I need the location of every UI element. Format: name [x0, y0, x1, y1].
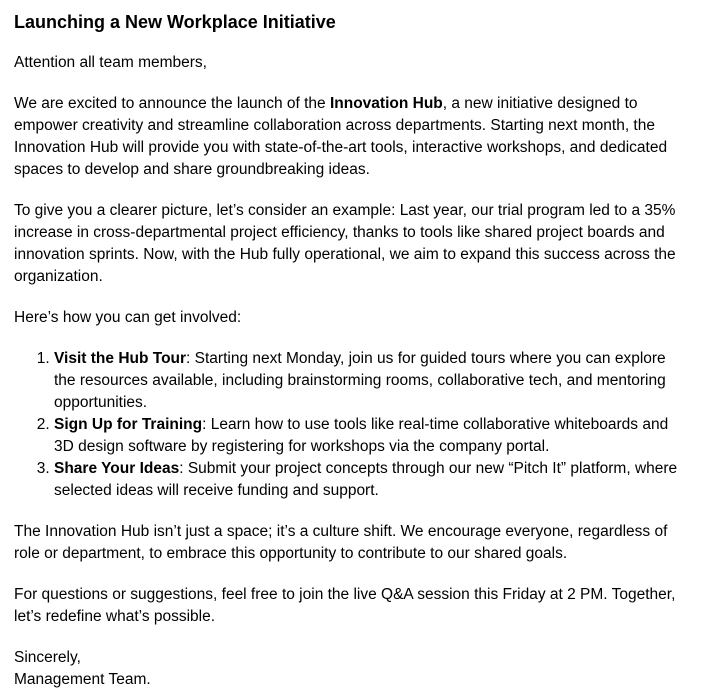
text-run: Attention all team members,	[14, 54, 207, 71]
document-title: Launching a New Workplace Initiative	[14, 12, 336, 32]
paragraph-greeting	[14, 52, 680, 74]
text-run: : Learn how to use tools like real-time collaborative whiteboards and 3D design software by registering for workshops via the company portal.	[54, 416, 669, 455]
text-run: We are excited to announce the launch of the	[14, 95, 330, 112]
signoff-line-1: Sincerely,	[14, 649, 81, 666]
paragraph-example	[14, 200, 680, 288]
list-item-share-ideas	[54, 458, 680, 502]
list-item-hub-tour	[54, 348, 680, 414]
bold-text-sign-up-training: Sign Up for Training	[54, 416, 203, 433]
paragraph-culture	[14, 521, 680, 565]
text-run: To give you a clearer picture, let’s consider an example: Last year, our trial program led to a 35% increase in cross-departmental project efficiency, thanks to tools like shared project boards and innovation sprints. Now, with the Hub fully operational, we aim to expand this success across the organization.	[14, 202, 676, 285]
text-run: : Submit your project concepts through our new “Pitch It” platform, where selected ideas will receive funding and support.	[54, 460, 678, 499]
bold-text-share-your-ideas: Share Your Ideas	[54, 460, 180, 477]
signoff-line-2: Management Team.	[14, 671, 151, 688]
paragraph-announcement	[14, 93, 680, 181]
bold-text-innovation-hub: Innovation Hub	[329, 95, 443, 112]
paragraph-signoff	[14, 647, 680, 691]
text-run: , a new initiative designed to empower creativity and streamline collaboration across departments. Starting next month, the Innovation Hub will provide you with state-of-the-art tools, interactive workshops, and dedicated spaces to develop and share groundbreaking ideas.	[14, 95, 668, 178]
text-run: For questions or suggestions, feel free to join the live Q&A session this Friday at 2 PM. Together, let’s redefine what’s possible.	[14, 586, 676, 625]
paragraph-involved-intro	[14, 307, 680, 329]
involvement-list	[14, 348, 680, 502]
text-run: Here’s how you can get involved:	[14, 309, 242, 326]
list-item-training	[54, 414, 680, 458]
bold-text-visit-hub-tour: Visit the Hub Tour	[54, 350, 187, 367]
paragraph-questions	[14, 584, 680, 628]
text-run: The Innovation Hub isn’t just a space; it’s a culture shift. We encourage everyone, regardless of role or department, to embrace this opportunity to contribute to our shared goals.	[14, 523, 668, 562]
text-run: : Starting next Monday, join us for guided tours where you can explore the resources available, including brainstorming rooms, collaborative tech, and mentoring opportunities.	[54, 350, 666, 411]
